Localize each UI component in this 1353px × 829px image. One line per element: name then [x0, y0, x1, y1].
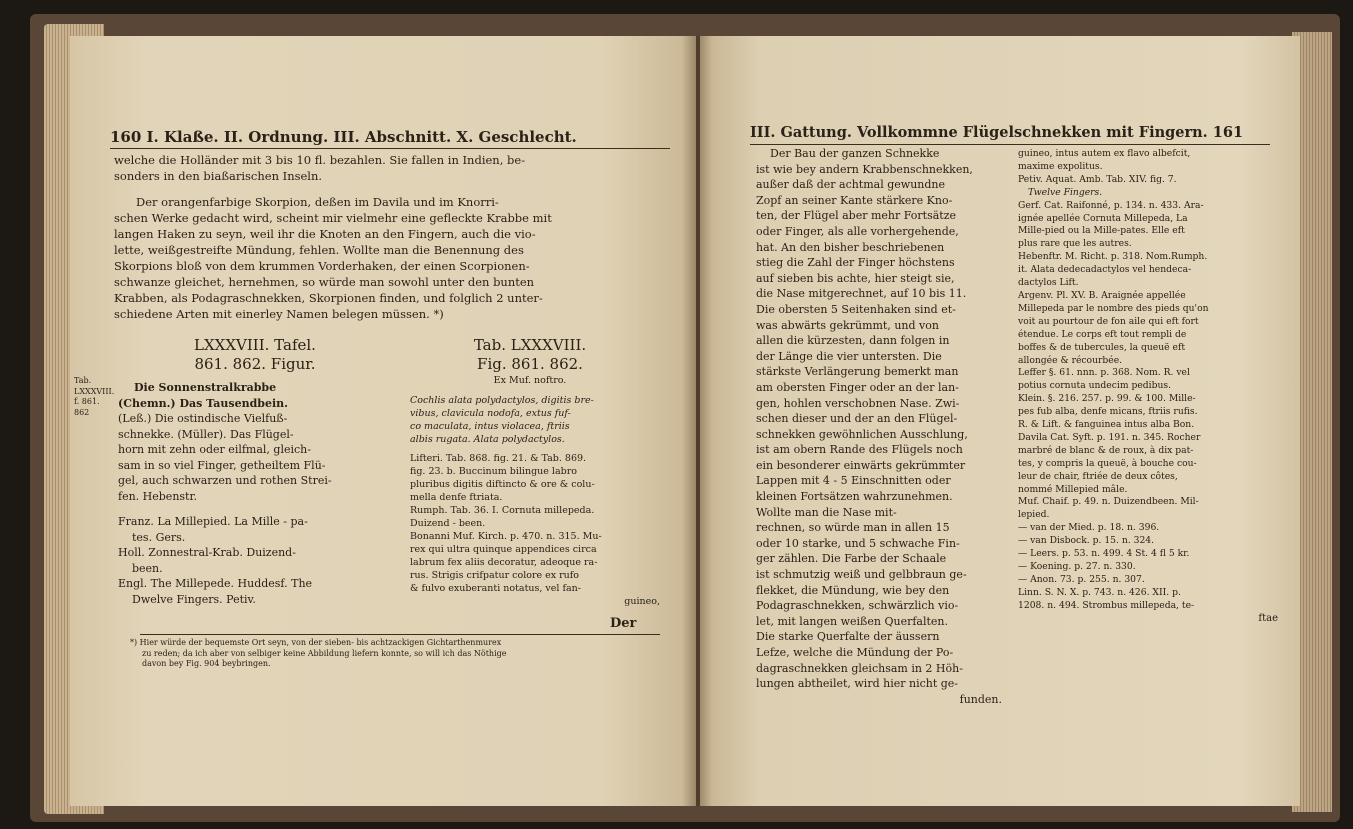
left-page-header: 160 I. Klaße. II. Ordnung. III. Abschnitt. X. Geschlecht. [110, 128, 577, 146]
margin-note: Tab. LXXXVIII. f. 861. 862 [74, 376, 115, 417]
left-page [70, 36, 696, 806]
plate-figures: 861. 862. Figur. [194, 355, 316, 373]
text-line: Engl. The Millepede. Huddesf. The [118, 577, 313, 590]
reference-line: lepied. [1018, 509, 1050, 521]
text-line: allen die kürzesten, dann folgen in [756, 334, 950, 348]
text-line: schen Werke gedacht wird, scheint mir vielmehr eine gefleckte Krabbe mit [114, 211, 552, 225]
text-line: ist schmutzig weiß und gelbbraun ge- [756, 568, 967, 582]
footnote-line: *) Hier würde der bequemste Ort seyn, von der sieben- bis achtzackigen Gichtarthenmurex [130, 638, 502, 647]
plate-title-latin: Tab. LXXXVIII. [473, 336, 587, 354]
text-line: funden. [959, 692, 1002, 706]
text-line: am obersten Finger oder an der lan- [756, 380, 959, 394]
reference-line: Leffer §. 61. nnn. p. 368. Nom. R. vel [1018, 367, 1190, 379]
reference-line: Millepeda par le nombre des pieds qu'on [1018, 302, 1209, 314]
reference-line: ignée apellée Cornuta Millepeda, La [1018, 212, 1188, 224]
text-line: ein besonderer einwärts gekrümmter [756, 458, 966, 472]
text-line: Franz. La Millepied. La Mille - pa- [118, 515, 308, 528]
text-line: hat. An den bisher beschriebenen [756, 240, 945, 254]
text-line: ist wie bey andern Krabbenschnekken, [756, 162, 973, 176]
text-line: Der orangenfarbige Skorpion, deßen im Davila und im Knorri- [136, 195, 499, 209]
reference-line: étendue. Le corps eft tout rempli de [1018, 328, 1187, 340]
footnote-line: davon bey Fig. 904 beybringen. [142, 659, 271, 668]
reference-line: Muf. Chaif. p. 49. n. Duizendbeen. Mil- [1018, 496, 1199, 508]
text-line: oder 10 starke, und 5 schwache Fin- [756, 536, 960, 550]
open-book [30, 14, 1340, 822]
reference-line: — van Disbock. p. 15. n. 324. [1018, 535, 1155, 547]
catchword-left: Der [610, 616, 637, 631]
text-line: Die starke Querfalte der äussern [756, 630, 940, 644]
reference-line: — Anon. 73. p. 255. n. 307. [1018, 573, 1145, 585]
text-line: langen Haken zu seyn, weil ihr die Knoten an den Fingern, auch die vio- [114, 227, 536, 241]
reference-line: Lifteri. Tab. 868. fig. 21. & Tab. 869. [410, 453, 587, 464]
text-line: co maculata, intus violacea, ftriis [410, 421, 570, 432]
reference-line: fig. 23. b. Buccinum bilingue labro [410, 466, 577, 477]
plate-figures-latin: Fig. 861. 862. [477, 355, 583, 373]
text-line: auf sieben bis achte, hier steigt sie, [756, 271, 955, 285]
header-rule [750, 144, 1270, 145]
references-right [1018, 148, 1288, 626]
species-description [118, 380, 398, 504]
text-line: gel, auch schwarzen und rothen Strei- [118, 474, 332, 487]
reference-line: mella denfe ftriata. [410, 492, 503, 503]
reference-line: pluribus digitis diftincto & ore & colu- [410, 479, 595, 490]
text-line: Der Bau der ganzen Schnekke [770, 147, 940, 160]
reference-line: & fulvo exuberanti notatus, vel fan- [410, 583, 581, 594]
reference-line: boffes & de tubercules, la queuë eft [1018, 341, 1186, 353]
right-page-header: III. Gattung. Vollkommne Flügelschnekken mit Fingern. 161 [750, 124, 1244, 141]
reference-line: guineo, intus autem ex flavo albefcit, [1018, 148, 1191, 159]
text-line: rechnen, so würde man in allen 15 [756, 521, 950, 535]
text-line: kleinen Fortsätzen wahrzunehmen. [756, 490, 953, 504]
text-line: schiedene Arten mit einerley Namen belegen müssen. *) [114, 307, 444, 321]
book-gutter [682, 36, 712, 806]
text-line: fen. Hebenstr. [118, 489, 198, 503]
text-line: Podagraschnekken, schwärzlich vio- [756, 599, 959, 613]
text-line: let, mit langen weißen Querfalten. [756, 614, 949, 628]
reference-line: — Koening. p. 27. n. 330. [1018, 561, 1136, 572]
plate-heading-german [120, 336, 390, 374]
text-line: außer daß der achtmal gewundne [756, 178, 946, 192]
text-line: Zopf an seiner Kante stärkere Kno- [756, 193, 953, 207]
text-line: Die obersten 5 Seitenhaken sind et- [756, 302, 956, 316]
reference-line: tes, y compris la queuë, à bouche cou- [1018, 457, 1197, 469]
text-line: Holl. Zonnestral-Krab. Duizend- [118, 546, 296, 559]
text-line: ten, der Flügel aber mehr Fortsätze [756, 209, 957, 223]
latin-diagnosis [410, 394, 660, 446]
text-line: horn mit zehn oder eilfmal, gleich- [118, 443, 311, 456]
text-line: schnekke. (Müller). Das Flügel- [118, 427, 294, 441]
text-line: schwanze gleichet, hernehmen, so würde man sowohl unter den bunten [114, 275, 535, 289]
footnote-rule [140, 634, 660, 635]
text-line: (Leß.) Die ostindische Vielfuß- [118, 412, 288, 425]
footnote [130, 638, 670, 670]
reference-line: Bonanni Muf. Kirch. p. 470. n. 315. Mu- [410, 531, 602, 542]
reference-line: plus rare que les autres. [1018, 238, 1132, 250]
text-line: Krabben, als Podagraschnekken, Skorpionen finden, und folglich 2 unter- [114, 291, 543, 305]
reference-line: Gerf. Cat. Raifonné, p. 134. n. 433. Ara- [1018, 199, 1204, 211]
right-page [700, 36, 1300, 806]
body-text-german [756, 146, 1006, 707]
text-line: was abwärts gekrümmt, und von [756, 318, 939, 332]
footnote-line: zu reden; da ich aber von selbiger keine Abbildung liefern konnte, so will ich das Nöthige [142, 648, 507, 658]
reference-line: nommé Millepied mâle. [1018, 483, 1128, 495]
reference-line: dactylos Lift. [1018, 277, 1079, 289]
reference-line: marbré de blanc & de roux, à dix pat- [1018, 444, 1194, 456]
reference-line: Hebenftr. M. Richt. p. 318. Nom.Rumph. [1018, 251, 1208, 263]
reference-line: maxime expolitus. [1018, 160, 1103, 172]
reference-line: rex qui ultra quinque appendices circa [410, 544, 597, 555]
text-line: schnekken gewöhnlichen Ausschlung, [756, 427, 968, 441]
reference-line: 1208. n. 494. Strombus millepeda, te- [1018, 599, 1195, 611]
plate-title: LXXXVIII. Tafel. [194, 336, 316, 354]
ex-museo: Ex Muf. noftro. [493, 375, 567, 386]
reference-line: leur de chair, ftriée de deux côtes, [1018, 470, 1178, 482]
text-line: vibus, clavicula nodofa, extus fuf- [410, 408, 571, 419]
text-line: Skorpions bloß von dem krummen Vorderhaken, der einen Scorpionen- [114, 259, 530, 273]
text-line: die Nase mitgerechnet, auf 10 bis 11. [756, 287, 967, 301]
reference-line: guineo, [624, 596, 660, 607]
plate-heading-latin [410, 336, 650, 387]
reference-line: Mille-pied ou la Mille-pates. Elle eft [1018, 225, 1185, 237]
text-line: oder Finger, als alle vorhergehende, [756, 224, 959, 238]
reference-line: potius cornuta undecim pedibus. [1018, 380, 1172, 392]
reference-line: Klein. §. 216. 257. p. 99. & 100. Mille- [1018, 393, 1196, 405]
reference-line: Twelve Fingers. [1028, 186, 1103, 198]
reference-line: R. & Lift. & fanguinea intus alba Bon. [1018, 419, 1195, 431]
reference-line: rus. Strigis crifpatur colore ex rufo [410, 570, 580, 581]
common-names [118, 514, 398, 607]
text-line: tes. Gers. [132, 530, 186, 544]
text-line: lungen abtheilet, wird hier nicht ge- [756, 677, 959, 691]
text-line: sonders in den biaßarischen Inseln. [114, 169, 323, 183]
text-line: flekket, die Mündung, wie bey den [756, 583, 950, 597]
catchword-right: ftae [1258, 612, 1278, 624]
references-left [410, 452, 660, 608]
text-line: lette, weißgestreifte Mündung, fehlen. Wollte man die Benennung des [114, 243, 524, 257]
text-line: Wollte man die Nase mit- [756, 505, 897, 519]
scorpion-paragraph [114, 194, 674, 322]
reference-line: Davila Cat. Syft. p. 191. n. 345. Rocher [1018, 431, 1201, 443]
reference-line: Linn. S. N. X. p. 743. n. 426. XII. p. [1018, 586, 1181, 598]
text-line: sam in so viel Finger, getheiltem Flü- [118, 458, 326, 472]
text-line: dagraschnekken gleichsam in 2 Höh- [756, 661, 963, 675]
reference-line: it. Alata dedecadactylos vel hendeca- [1018, 264, 1192, 276]
text-line: Cochlis alata polydactylos, digitis bre- [410, 395, 594, 406]
text-line: Dwelve Fingers. Petiv. [132, 592, 256, 606]
species-title: Die Sonnenstralkrabbe [134, 381, 277, 394]
text-line: been. [132, 561, 163, 575]
intro-text [114, 152, 674, 184]
reference-line: — van der Mied. p. 18. n. 396. [1018, 522, 1160, 534]
reference-line: Rumph. Tab. 36. I. Cornuta millepeda. [410, 505, 595, 516]
reference-line: voit au pourtour de fon aile qui eft fort [1018, 315, 1199, 327]
reference-line: pes fub alba, denfe micans, ftriis rufis. [1018, 406, 1198, 418]
text-line: ist am obern Rande des Flügels noch [756, 443, 963, 457]
text-line: gen, hohlen verschobnen Nase. Zwi- [756, 396, 960, 410]
text-line: (Chemn.) Das Tausendbein. [118, 396, 288, 410]
text-line: stärkste Verlängerung bemerkt man [756, 365, 959, 379]
text-line: Lappen mit 4 - 5 Einschnitten oder [756, 474, 951, 488]
reference-line: allongée & récourbée. [1018, 354, 1123, 366]
reference-line: Petiv. Aquat. Amb. Tab. XIV. fig. 7. [1018, 173, 1177, 185]
reference-line: Duizend - been. [410, 518, 486, 529]
header-rule [110, 148, 670, 149]
text-line: albis rugata. Alata polydactylos. [410, 434, 565, 445]
text-line: schen dieser und der an den Flügel- [756, 412, 958, 426]
text-line: stieg die Zahl der Finger höchstens [756, 256, 955, 270]
reference-line: Argenv. Pl. XV. B. Araignée appellée [1018, 289, 1186, 301]
text-line: der Länge die vier untersten. Die [756, 349, 942, 363]
text-line: Lefze, welche die Mündung der Po- [756, 646, 954, 659]
text-line: ger zählen. Die Farbe der Schaale [756, 552, 947, 566]
text-line: welche die Holländer mit 3 bis 10 fl. bezahlen. Sie fallen in Indien, be- [114, 153, 526, 167]
reference-line: — Leers. p. 53. n. 499. 4 St. 4 fl 5 kr. [1018, 548, 1190, 560]
reference-line: labrum fex aliis decoratur, adeoque ra- [410, 557, 598, 568]
